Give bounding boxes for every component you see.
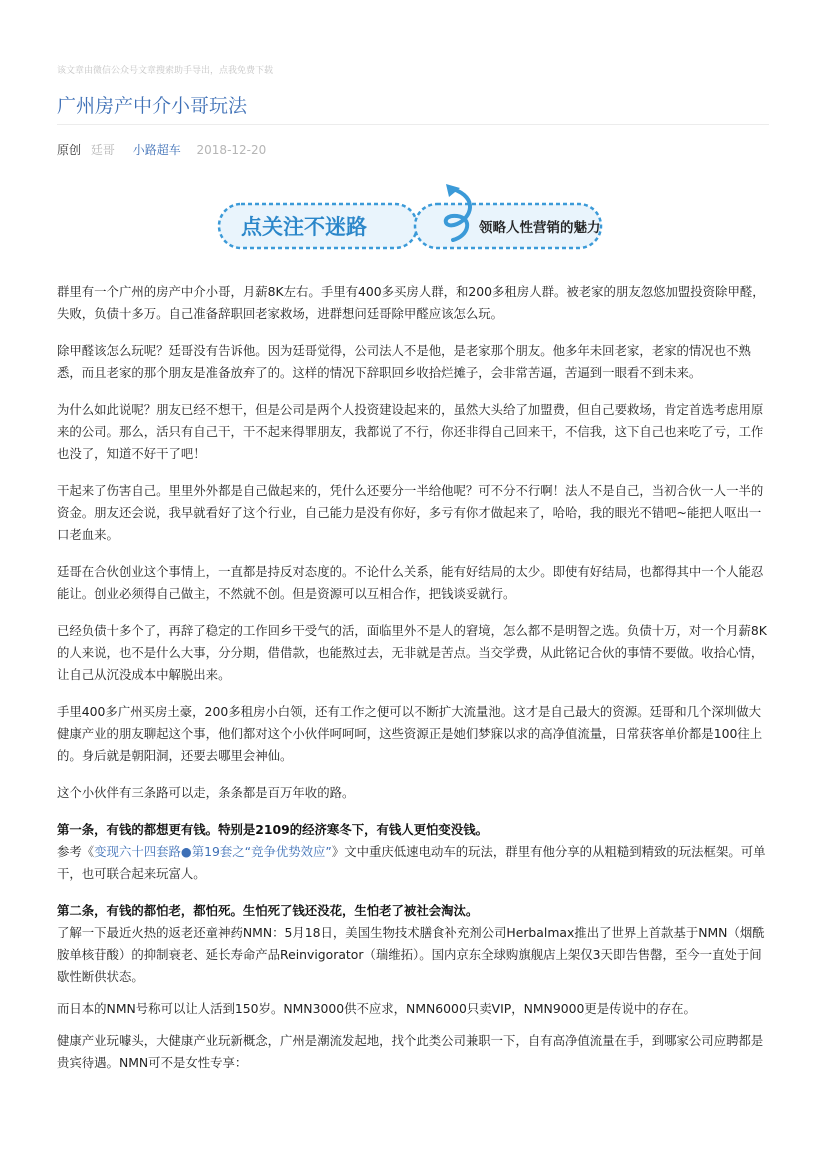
section-1-suffix: 》文中重庆低速电动车的玩法，群里有他分享的从粗糙到精致的玩法框架。可单干，也可联合起来玩富人。 bbox=[57, 844, 766, 881]
export-notice[interactable]: 该文章由微信公众号文章搜索助手导出，点我免费下载 bbox=[57, 66, 274, 76]
section-1-heading: 第一条，有钱的都想更有钱。特别是2109的经济寒冬下，有钱人更怕变没钱。 bbox=[57, 822, 488, 837]
section-1-body bbox=[57, 841, 769, 885]
paragraph-4: 干起来了伤害自己。里里外外都是自己做起来的，凭什么还要分一半给他呢？可不分不行啊！法人不是自己，当初合伙一人一半的资金。朋友还会说，我早就看好了这个行业，自己能力是没有你好，多亏有你才做起来了，哈哈，我的眼光不错吧~能把人呕出一口老血来。 bbox=[57, 483, 764, 542]
paragraph-5: 廷哥在合伙创业这个事情上，一直都是持反对态度的。不论什么关系，能有好结局的太少。即使有好结局，也都得其中一个人能忍能让。创业必须得自己做主，不然就不创。但是资源可以互相合作，把钱谈妥就行。 bbox=[57, 564, 764, 601]
publish-date: 2018-12-20 bbox=[196, 143, 267, 157]
banner-left-text: 点关注不迷路 bbox=[241, 215, 367, 239]
section-1-prefix: 参考《 bbox=[57, 844, 95, 859]
paragraph-1: 群里有一个广州的房产中介小哥，月薪8K左右。手里有400多买房人群，和200多租房人群。被老家的朋友忽悠加盟投资除甲醛，失败，负债十多万。自己准备辞职回老家救场，进群想问廷哥除甲醛应该怎么玩。 bbox=[57, 284, 765, 321]
article-meta bbox=[57, 141, 266, 158]
author-name: 廷哥 bbox=[90, 143, 115, 157]
paragraph-8: 这个小伙伴有三条路可以走，条条都是百万年收的路。 bbox=[57, 785, 355, 800]
follow-banner bbox=[217, 184, 603, 254]
section-2-heading: 第二条，有钱的都怕老，都怕死。生怕死了钱还没花，生怕老了被社会淘汰。 bbox=[57, 903, 479, 918]
paragraph-7: 手里400多广州买房土豪，200多租房小白领，还有工作之便可以不断扩大流量池。这才是自己最大的资源。廷哥和几个深圳做大健康产业的朋友聊起这个事，他们都对这个小伙伴呵呵呵，这些资源正是她们梦寐以求的高净值流量，日常获客单价都是100往上的。身后就是朝阳洞，还要去哪里会神仙。 bbox=[57, 704, 763, 763]
article-reference-link[interactable]: 变现六十四套路●第19套之“竞争优势效应” bbox=[94, 844, 332, 859]
section-2-body: 了解一下最近火热的返老还童神药NMN：5月18日，美国生物技术膳食补充剂公司Herbalmax推出了世界上首款基于NMN（烟酰胺单核苷酸）的抑制衰老、延长寿命产品Reinvigorator（瑞维拓）。国内京东全球购旗舰店上架仅3天即告售罄，至今一直处于间歇性断供状态。 bbox=[57, 925, 765, 984]
section-2-para-2: 而日本的NMN号称可以让人活到150岁。NMN3000供不应求，NMN6000只卖VIP，NMN9000更是传说中的存在。 bbox=[57, 1001, 696, 1016]
article-body bbox=[57, 281, 769, 1084]
original-label: 原创 bbox=[57, 143, 82, 157]
article-title: 广州房产中介小哥玩法 bbox=[57, 95, 248, 117]
section-2-para-3: 健康产业玩噱头，大健康产业玩新概念，广州是潮流发起地，找个此类公司兼职一下，自有高净值流量在手，到哪家公司应聘都是贵宾待遇。NMN可不是女性专享： bbox=[57, 1033, 764, 1070]
banner-right-text: 领略人性营销的魅力 bbox=[479, 220, 601, 236]
account-link[interactable]: 小路超车 bbox=[132, 143, 181, 157]
title-divider bbox=[57, 124, 769, 125]
paragraph-6: 已经负债十多个了，再辞了稳定的工作回乡干受气的活，面临里外不是人的窘境，怎么都不是明智之选。负债十万，对一个月薪8K的人来说，也不是什么大事，分分期，借借款，也能熬过去，无非就是苦点。当交学费，从此铭记合伙的事情不要做。收拾心情，让自己从沉没成本中解脱出来。 bbox=[57, 623, 767, 682]
paragraph-3: 为什么如此说呢？朋友已经不想干，但是公司是两个人投资建设起来的，虽然大头给了加盟费，但自己要救场，肯定首选考虑用原来的公司。那么，活只有自己干，干不起来得罪朋友，我都说了不行，你还非得自己回来干，不信我，这下自己也来吃了亏，工作也没了，知道不好干了吧！ bbox=[57, 402, 764, 461]
paragraph-2: 除甲醛该怎么玩呢？廷哥没有告诉他。因为廷哥觉得，公司法人不是他，是老家那个朋友。他多年未回老家，老家的情况也不熟悉，而且老家的那个朋友是准备放弃了的。这样的情况下辞职回乡收拾烂摊子，会非常苦逼，苦逼到一眼看不到未来。 bbox=[57, 343, 751, 380]
